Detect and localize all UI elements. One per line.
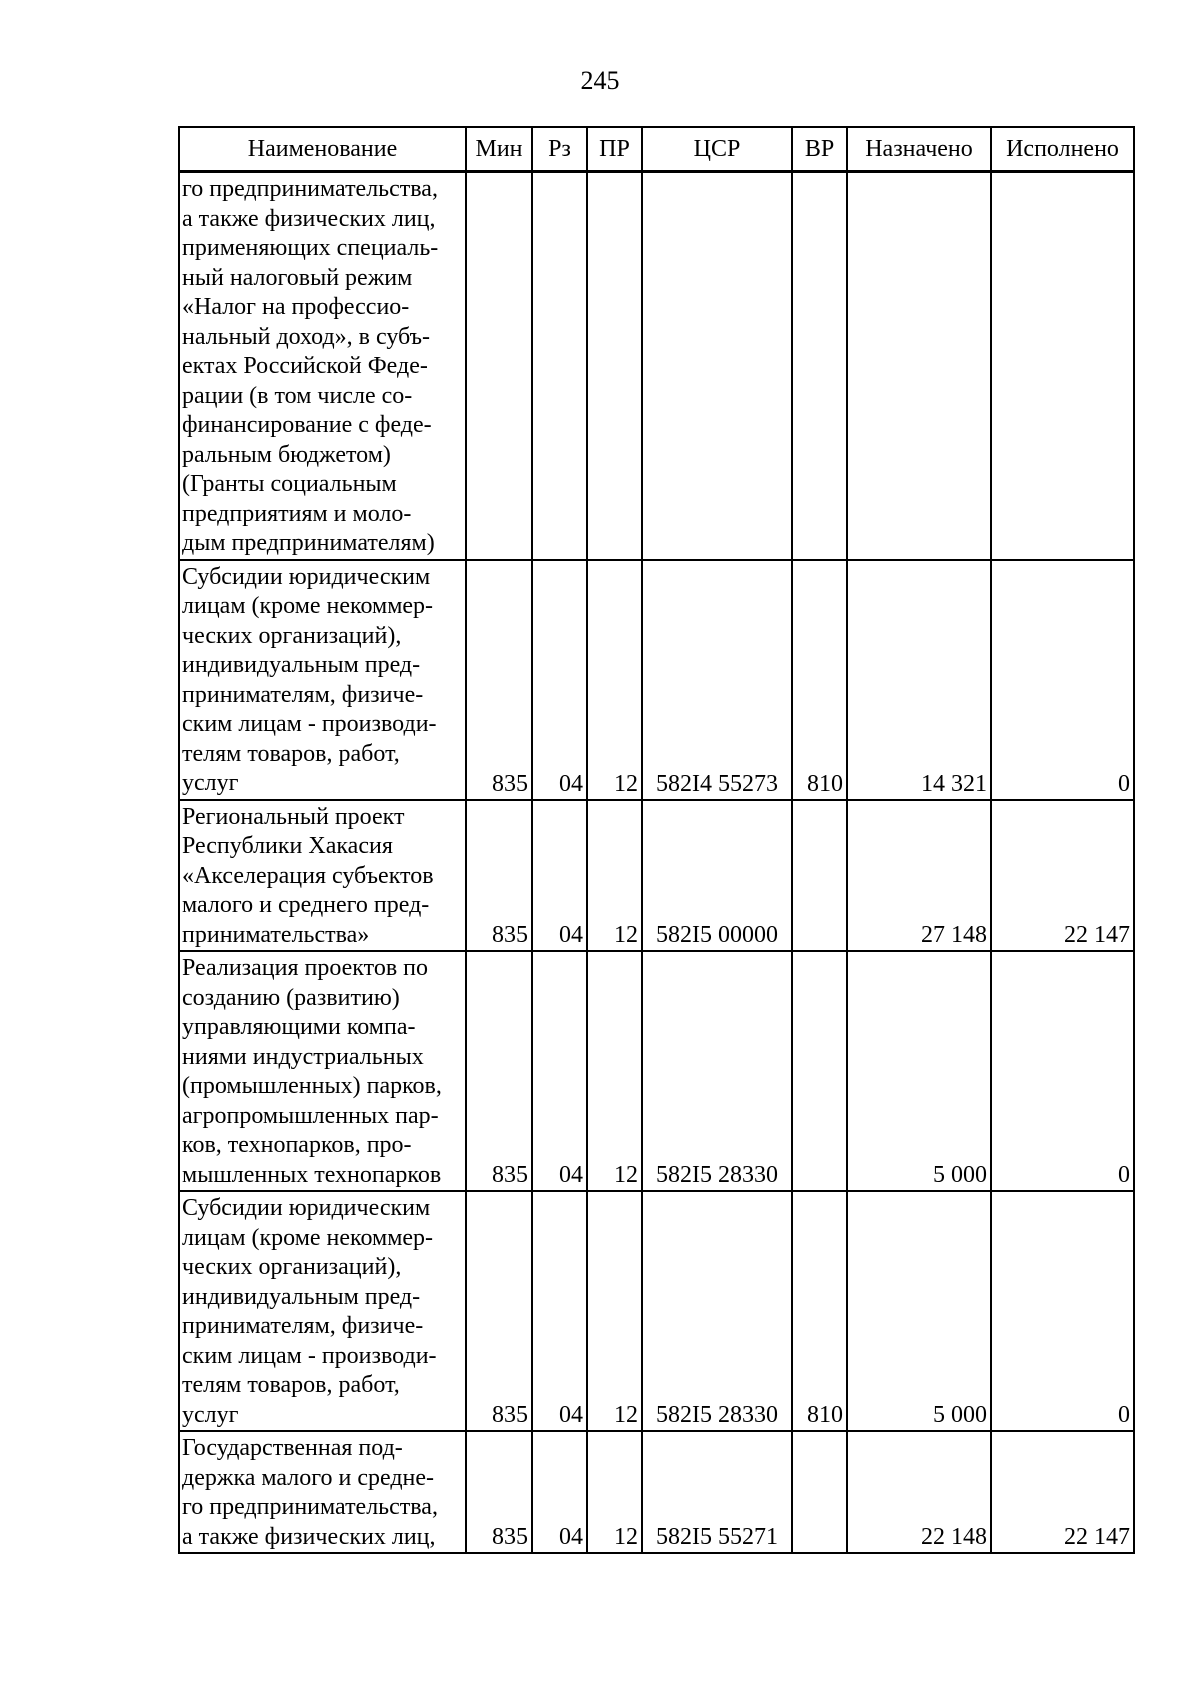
cell-rz: 04 <box>532 951 587 1191</box>
cell-rz: 04 <box>532 1191 587 1431</box>
cell-vr: 810 <box>792 560 847 800</box>
cell-executed: 0 <box>991 1191 1134 1431</box>
header-vr: ВР <box>792 127 847 172</box>
row-name-line: ским лицам - производи- <box>182 711 437 737</box>
header-rz: Рз <box>532 127 587 172</box>
table-row <box>179 1431 1134 1553</box>
cell-assigned: 14 321 <box>847 560 991 800</box>
cell-csr: 582I5 55271 <box>642 1431 792 1553</box>
cell-min: 835 <box>466 1431 532 1553</box>
cell-pr: 12 <box>587 951 642 1191</box>
cell-assigned <box>847 172 991 560</box>
row-name-line: «Акселерация субъектов <box>182 862 434 889</box>
row-name-line: принимательства» <box>182 921 370 948</box>
scan-artifact <box>60 1592 270 1662</box>
cell-pr: 12 <box>587 560 642 800</box>
cell-pr <box>587 172 642 560</box>
row-name-line: индивидуальным пред- <box>182 652 421 678</box>
cell-csr: 582I5 28330 <box>642 951 792 1191</box>
row-name-line: ральным бюджетом) <box>182 441 391 468</box>
row-name-line: малого и среднего пред- <box>182 892 430 918</box>
cell-min: 835 <box>466 560 532 800</box>
cell-csr: 582I5 00000 <box>642 800 792 952</box>
header-csr: ЦСР <box>642 127 792 172</box>
cell-executed: 0 <box>991 560 1134 800</box>
table-row <box>179 172 1134 560</box>
row-name-line: ектах Российской Феде- <box>182 353 428 379</box>
row-name-line: ским лицам - производи- <box>182 1342 437 1369</box>
cell-pr: 12 <box>587 1191 642 1431</box>
cell-vr: 810 <box>792 1191 847 1431</box>
row-name-line: агропромышленных пар- <box>182 1102 439 1129</box>
row-name-line: Региональный проект <box>182 803 405 830</box>
row-name <box>179 1431 466 1553</box>
row-name-line: принимателям, физиче- <box>182 1313 424 1339</box>
table-row <box>179 951 1134 1191</box>
row-name <box>179 560 466 800</box>
row-name-line: ческих организаций), <box>182 622 402 649</box>
row-name-line: ниями индустриальных <box>182 1043 424 1070</box>
row-name-line: дым предпринимателям) <box>182 530 435 556</box>
cell-csr: 582I5 28330 <box>642 1191 792 1431</box>
cell-vr <box>792 800 847 952</box>
table-row <box>179 1191 1134 1431</box>
row-name <box>179 172 466 560</box>
budget-table <box>178 126 1135 1554</box>
row-name-line: услуг <box>182 1401 239 1428</box>
table-row <box>179 560 1134 800</box>
row-name-line: предприятиям и моло- <box>182 500 412 527</box>
row-name-line: индивидуальным пред- <box>182 1283 421 1310</box>
header-executed: Исполнено <box>991 127 1134 172</box>
row-name <box>179 1191 466 1431</box>
row-name-line: «Налог на профессио- <box>182 294 410 320</box>
cell-rz <box>532 172 587 560</box>
row-name-line: (Гранты социальным <box>182 471 397 497</box>
row-name-line: лицам (кроме некоммер- <box>182 593 434 619</box>
row-name-line: го предпринимательства, <box>182 1494 438 1520</box>
header-row <box>179 127 1134 172</box>
header-name: Наименование <box>179 127 466 172</box>
row-name <box>179 800 466 952</box>
row-name-line: мышленных технопарков <box>182 1161 442 1188</box>
row-name-line: (промышленных) парков, <box>182 1073 442 1099</box>
cell-assigned: 22 148 <box>847 1431 991 1553</box>
row-name-line: ный налоговый режим <box>182 264 413 291</box>
cell-rz: 04 <box>532 1431 587 1553</box>
row-name-line: услуг <box>182 770 239 796</box>
row-name-line: Субсидии юридическим <box>182 1195 431 1221</box>
cell-min <box>466 172 532 560</box>
row-name-line: финансирование с феде- <box>182 412 432 438</box>
cell-assigned: 5 000 <box>847 951 991 1191</box>
row-name-line: телям товаров, работ, <box>182 740 400 767</box>
row-name-line: ческих организаций), <box>182 1254 402 1280</box>
cell-min: 835 <box>466 1191 532 1431</box>
header-pr: ПР <box>587 127 642 172</box>
row-name-line: применяющих специаль- <box>182 235 439 261</box>
row-name-line: нальный доход», в субъ- <box>182 323 431 350</box>
cell-pr: 12 <box>587 800 642 952</box>
cell-min: 835 <box>466 800 532 952</box>
cell-executed <box>991 172 1134 560</box>
cell-csr: 582I4 55273 <box>642 560 792 800</box>
row-name-line: принимателям, физиче- <box>182 681 424 708</box>
row-name-line: телям товаров, работ, <box>182 1372 400 1398</box>
row-name-line: управляющими компа- <box>182 1014 416 1040</box>
row-name-line: держка малого и средне- <box>182 1464 435 1491</box>
row-name-line: а также физических лиц, <box>182 205 436 232</box>
table-row <box>179 800 1134 952</box>
row-name-line: Государственная под- <box>182 1435 403 1461</box>
cell-assigned: 5 000 <box>847 1191 991 1431</box>
row-name-line: го предпринимательства, <box>182 176 438 202</box>
cell-rz: 04 <box>532 800 587 952</box>
row-name <box>179 951 466 1191</box>
cell-vr <box>792 1431 847 1553</box>
cell-rz: 04 <box>532 560 587 800</box>
row-name-line: Республики Хакасия <box>182 833 393 859</box>
cell-assigned: 27 148 <box>847 800 991 952</box>
row-name-line: рации (в том числе со- <box>182 382 413 409</box>
cell-vr <box>792 172 847 560</box>
row-name-line: а также физических лиц, <box>182 1523 436 1550</box>
cell-vr <box>792 951 847 1191</box>
row-name-line: Реализация проектов по <box>182 955 428 981</box>
cell-executed: 0 <box>991 951 1134 1191</box>
header-assigned: Назначено <box>847 127 991 172</box>
row-name-line: Субсидии юридическим <box>182 563 431 590</box>
table-body <box>179 172 1134 1554</box>
row-name-line: лицам (кроме некоммер- <box>182 1224 434 1251</box>
row-name-line: ков, технопарков, про- <box>182 1132 412 1158</box>
cell-min: 835 <box>466 951 532 1191</box>
cell-pr: 12 <box>587 1431 642 1553</box>
header-min: Мин <box>466 127 532 172</box>
cell-executed: 22 147 <box>991 800 1134 952</box>
row-name-line: созданию (развитию) <box>182 984 400 1011</box>
page-number: 245 <box>580 66 620 95</box>
cell-executed: 22 147 <box>991 1431 1134 1553</box>
cell-csr <box>642 172 792 560</box>
